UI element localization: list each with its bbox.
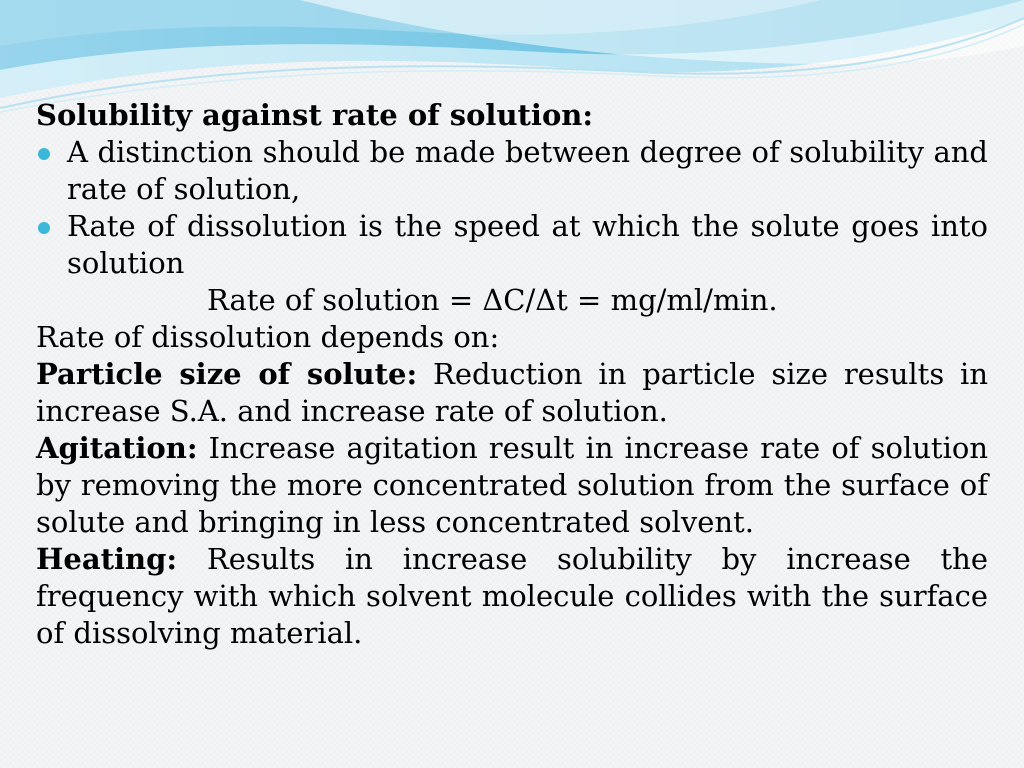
bullet-icon	[38, 148, 50, 160]
bullet-text: A distinction should be made between degree of solubility and rate of solution,	[67, 135, 988, 206]
factor-particle-size	[36, 356, 988, 430]
factor-heating	[36, 541, 988, 652]
bullet-icon	[38, 222, 50, 234]
factor-text: Results in increase solubility by increase the frequency with which solvent molecule collides with the surface of dissolving material.	[36, 542, 988, 650]
factor-agitation	[36, 430, 988, 541]
slide-heading: Solubility against rate of solution:	[36, 98, 594, 132]
factor-term: Heating:	[36, 542, 178, 576]
bullet-item-rate-definition	[36, 208, 988, 282]
bullet-text: Rate of dissolution is the speed at which the solute goes into solution	[67, 209, 988, 280]
rate-formula: Rate of solution = ΔC/Δt = mg/ml/min.	[207, 283, 778, 317]
factor-text: Reduction in particle size results in increase S.A. and increase rate of solution.	[36, 357, 989, 428]
factor-term: Particle size of solute:	[36, 357, 418, 391]
bullet-item-distinction	[36, 134, 988, 208]
slide-content	[36, 97, 988, 652]
factor-term: Agitation:	[36, 431, 198, 465]
factor-text: Increase agitation result in increase rate of solution by removing the more concentrated solution from the surface of solute and bringing in less concentrated solvent.	[36, 431, 988, 539]
depends-on-label: Rate of dissolution depends on:	[36, 320, 500, 354]
